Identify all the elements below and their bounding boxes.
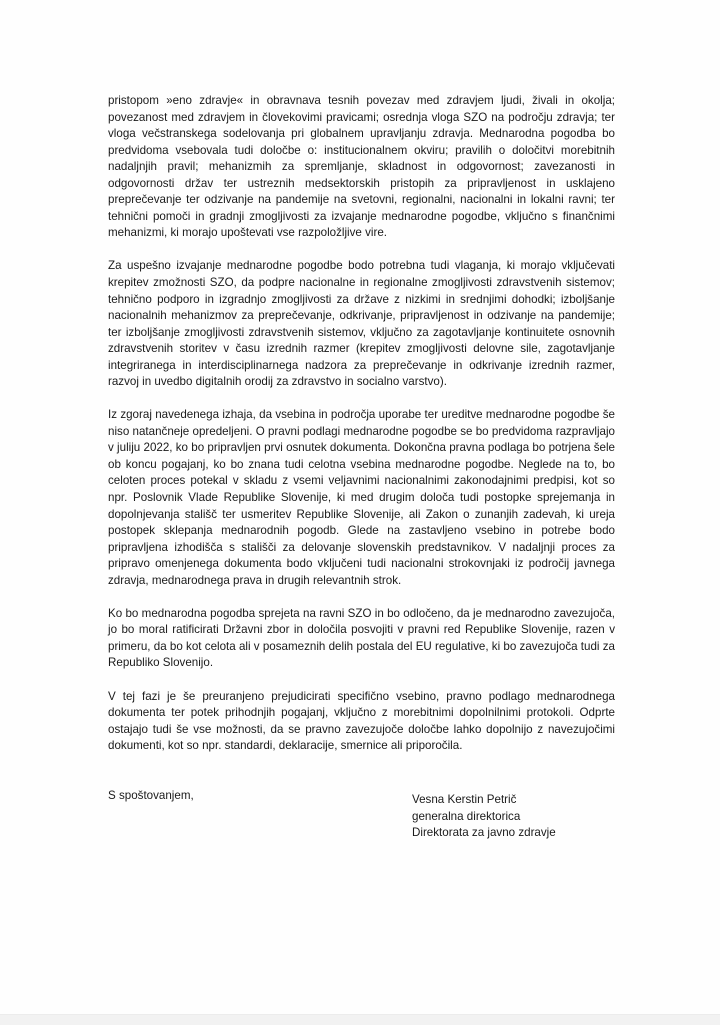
paragraph-investments: Za uspešno izvajanje mednarodne pogodbe bodo potrebna tudi vlaganja, ki morajo vključevati krepitev zmožnosti SZO, da podpre nacionalne in regionalne zmogljivosti zdravstvenih sistemov; tehnično podporo in izgradnjo zmogljivosti za države z nizkimi in srednjimi dohodki; izboljšanje nacionalnih mehanizmov za preprečevanje, odkrivanje, pripravljenost in odzivanje na pandemije; ter izboljšanje zmogljivosti zdravstvenih sistemov, vključno za zagotavljanje kontinuitete osnovnih zdravstvenih storitev v času izrednih razmer (krepitev zmogljivosti delovne sile, zagotavljanje integriranega in interdisciplinarnega nadzora za preprečevanje in odkrivanje izrednih razmer, razvoj in uvedbo digitalnih orodij za zdravstvo in socialno varstvo). (108, 259, 615, 389)
signatory-title: generalna direktorica (412, 809, 521, 823)
paragraph-current-phase: V tej fazi je še preuranjeno prejudicirati specifično vsebino, pravno podlago mednarodnega dokumenta ter potek prihodnjih pogajanj, vključno z morebitnimi dopolnilnimi protokoli. Odprte ostajajo tudi še vse možnosti, da se pravno zavezujoče določbe lahko dopolnijo z navezujočimi dokumenti, kot so npr. standardi, deklaracije, smernice ali priporočila. (108, 689, 615, 753)
paragraph-legal-basis: Iz zgoraj navedenega izhaja, da vsebina in področja uporabe ter ureditve mednarodne pogodbe še niso natančneje opredeljeni. O pravni podlagi mednarodne pogodbe se bo predvidoma razpravljajo v juliju 2022, ko bo pripravljen prvi osnutek dokumenta. Dokončna pravna podlaga bo potrjena šele ob koncu pogajanj, ko bo znana tudi celotna vsebina mednarodne pogodbe. Neglede na to, bo celoten proces potekal v skladu z vsemi veljavnimi nacionalnimi zakonodajnimi predpisi, kot so npr. Poslovnik Vlade Republike Slovenije, ki med drugim določa tudi postopke sprejemanja in dopolnjevanja stališč ter usmeritev Republike Slovenije, ali Zakon o zunanjih zadevah, ki ureja postopek sklepanja mednarodnih pogodb. Glede na zastavljeno vsebino in potrebe bodo pripravljena izhodišča s stališči za delovanje slovenskih predstavnikov. V nadaljnji proces za pripravo omenjenega dokumenta bodo vključeni tudi nacionalni strokovnjaki iz področij javnega zdravja, mednarodnega prava in drugih relevantnih strok. (108, 408, 615, 587)
letter-body (108, 93, 615, 804)
paragraph-pandemic-treaty-scope: pristopom »eno zdravje« in obravnava tesnih povezav med zdravjem ljudi, živali in okolja; povezanost med zdravjem in človekovimi pravicami; osrednja vloga SZO na področju zdravja; ter vloga večstranskega sodelovanja pri globalnem upravljanju zdravja. Mednarodna pogodba bo predvidoma vsebovala tudi določbe o: institucionalnem okviru; pravilih o določitvi morebitnih nadaljnjih pravil; mehanizmih za spremljanje, skladnost in odgovornost; zavezanosti in odgovornosti držav ter ustreznih medsektorskih pristopih za pripravljenost in usklajeno preprečevanje ter odzivanje na pandemije na svetovni, regionalni, nacionalni in lokalni ravni; ter tehnični pomoči in gradnji zmogljivosti za izvajanje mednarodne pogodbe, vključno s finančnimi mehanizmi, ki morajo upoštevati vse razpoložljive vire. (108, 94, 615, 240)
signature-block (412, 792, 556, 842)
paragraph-ratification: Ko bo mednarodna pogodba sprejeta na ravni SZO in bo odločeno, da je mednarodno zavezujoča, jo bo moral ratificirati Državni zbor in določila posvojiti v pravni red Republike Slovenije, razen v primeru, da bo kot celota ali v posameznih delih postala del EU regulative, ki bo zavezujoča tudi za Republiko Slovenijo. (108, 606, 615, 670)
closing-salutation: S spoštovanjem, (108, 788, 194, 802)
signatory-organization: Direktorata za javno zdravje (412, 826, 556, 840)
signatory-name: Vesna Kerstin Petrič (412, 793, 517, 806)
viewer-bottom-edge (0, 1014, 720, 1025)
